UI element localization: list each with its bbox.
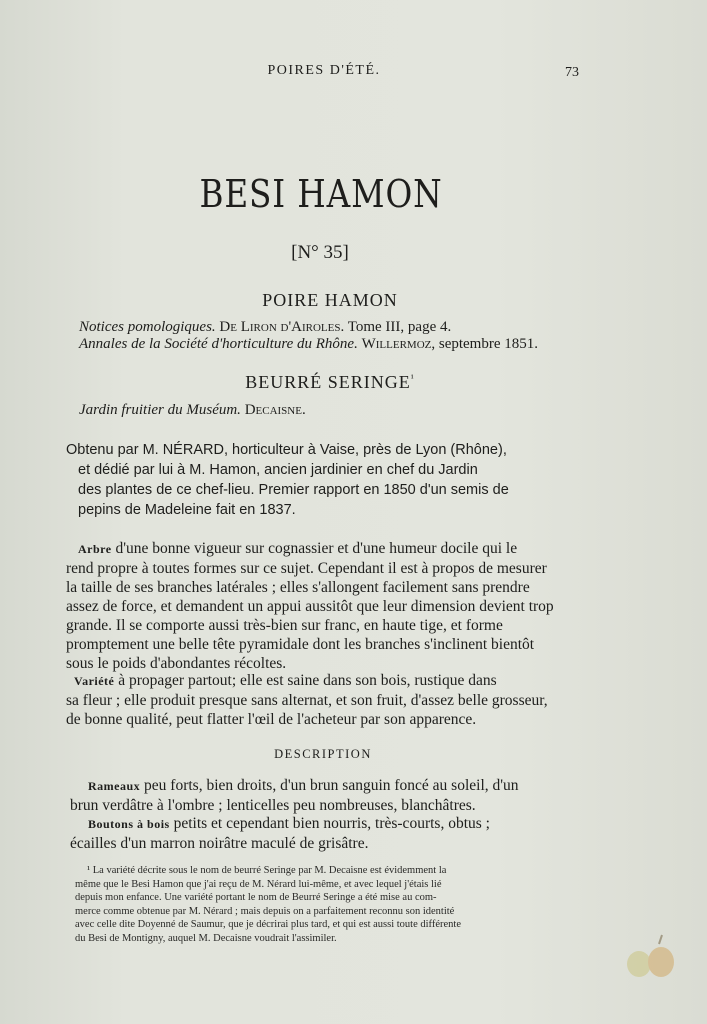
reference-work: Annales de la Société d'horticulture du Rhône. <box>79 336 358 352</box>
page-number: 73 <box>565 65 579 80</box>
tree-paragraph <box>66 539 586 673</box>
text-line: sous le poids d'abondantes récoltes. <box>66 655 287 672</box>
text-line: promptement une belle tête pyramidale dont les branches s'inclinent bientôt <box>66 636 535 653</box>
fruit-thumbnail-icon <box>615 932 685 982</box>
line-text: à propager partout; elle est saine dans son bois, rustique dans <box>118 672 497 689</box>
footnote-mark: ¹ <box>410 373 415 384</box>
text-line <box>66 539 586 559</box>
paragraph-lead: Variété <box>74 674 115 688</box>
reference-author: De Liron d'Airoles <box>219 319 341 335</box>
variety-paragraph <box>66 671 586 729</box>
section-heading: DESCRIPTION <box>274 747 372 761</box>
buds-paragraph <box>66 814 586 853</box>
line-text: peu forts, bien droits, d'un brun sanguin foncé au soleil, d'un <box>144 777 519 794</box>
origin-paragraph <box>66 440 586 520</box>
text-line <box>66 814 586 834</box>
footnote-line: avec celle dite Doyenné de Saumur, que je décrirai plus tard, et qui est aussi toute différente <box>75 919 461 930</box>
text-line: des plantes de ce chef-lieu. Premier rapport en 1850 d'un semis de <box>78 482 509 498</box>
reference-line <box>79 402 639 419</box>
synonym-title <box>0 290 660 311</box>
reference-author: Decaisne. <box>244 402 306 418</box>
text-line: assez de force, et demandent un appui aussitôt que leur dimension devient trop <box>66 598 554 615</box>
text-line: grande. Il se comporte aussi très-bien sur franc, en haute tige, et forme <box>66 617 503 634</box>
variety-number: [N° 35] <box>291 242 349 263</box>
line-text: d'une bonne vigueur sur cognassier et d'une humeur docile qui le <box>115 540 518 557</box>
text-line <box>66 671 586 691</box>
branches-paragraph <box>66 776 586 815</box>
synonym-name: POIRE HAMON <box>262 290 398 310</box>
text-line: rend propre à toutes formes sur ce sujet. Cependant il est à propos de mesurer <box>66 560 547 577</box>
synonym-title <box>0 372 660 393</box>
footnote-line: depuis mon enfance. Une variété portant le nom de Beurré Seringe a été mise au com- <box>75 892 437 903</box>
text-line: et dédié par lui à M. Hamon, ancien jardinier en chef du Jardin <box>78 462 478 478</box>
reference-line: Annales de la Société d'horticulture du Rhône. Willermoz, septembre 1851. <box>79 336 538 352</box>
text-line: sa fleur ; elle produit presque sans alternat, et son fruit, d'assez belle grosseur, <box>66 692 548 709</box>
footnote-line: ¹ La variété décrite sous le nom de beurré Seringe par M. Decaisne est évidemment la <box>87 865 447 876</box>
synonym-name: BEURRÉ SERINGE <box>245 372 411 392</box>
footnote-line: même que le Besi Hamon que j'ai reçu de M. Nérard lui-même, et avec lequel j'étais lié <box>75 878 442 890</box>
reference-line: Notices pomologiques. De Liron d'Airoles. Tome III, page 4. <box>79 319 452 335</box>
reference-author: Willermoz <box>361 336 432 352</box>
reference-work: Notices pomologiques. <box>79 319 216 335</box>
text-line: Obtenu par M. NÉRARD, horticulteur à Vaise, près de Lyon (Rhône), <box>66 442 507 458</box>
running-head <box>0 63 707 83</box>
reference-detail: Tome III, page 4. <box>347 319 452 335</box>
text-line <box>66 776 586 796</box>
running-title: POIRES D'ÉTÉ. <box>267 63 381 78</box>
paragraph-lead: Boutons à bois <box>88 817 170 831</box>
text-line: brun verdâtre à l'ombre ; lenticelles peu nombreuses, blanchâtres. <box>70 797 476 814</box>
footnote-line: du Besi de Montigny, auquel M. Decaisne voudrait l'assimiler. <box>75 932 337 944</box>
reference-detail: septembre 1851. <box>438 336 538 352</box>
text-line: écailles d'un marron noirâtre maculé de grisâtre. <box>70 835 369 852</box>
reference-work: Jardin fruitier du Muséum. <box>79 402 241 418</box>
footnote-line: merce comme obtenue par M. Nérard ; mais depuis on a parfaitement reconnu son identité <box>75 905 455 917</box>
text-line: la taille de ses branches latérales ; elles s'allongent facilement sans prendre <box>66 579 530 596</box>
variety-title: BESI HAMON <box>199 172 443 216</box>
text-line: pepins de Madeleine fait en 1837. <box>78 502 296 518</box>
text-line: de bonne qualité, peut flatter l'œil de l'acheteur par son apparence. <box>66 711 477 728</box>
line-text: petits et cependant bien nourris, très-courts, obtus ; <box>173 815 490 832</box>
footnote <box>75 864 585 945</box>
paragraph-lead: Rameaux <box>88 779 141 793</box>
paragraph-lead: Arbre <box>78 542 112 556</box>
